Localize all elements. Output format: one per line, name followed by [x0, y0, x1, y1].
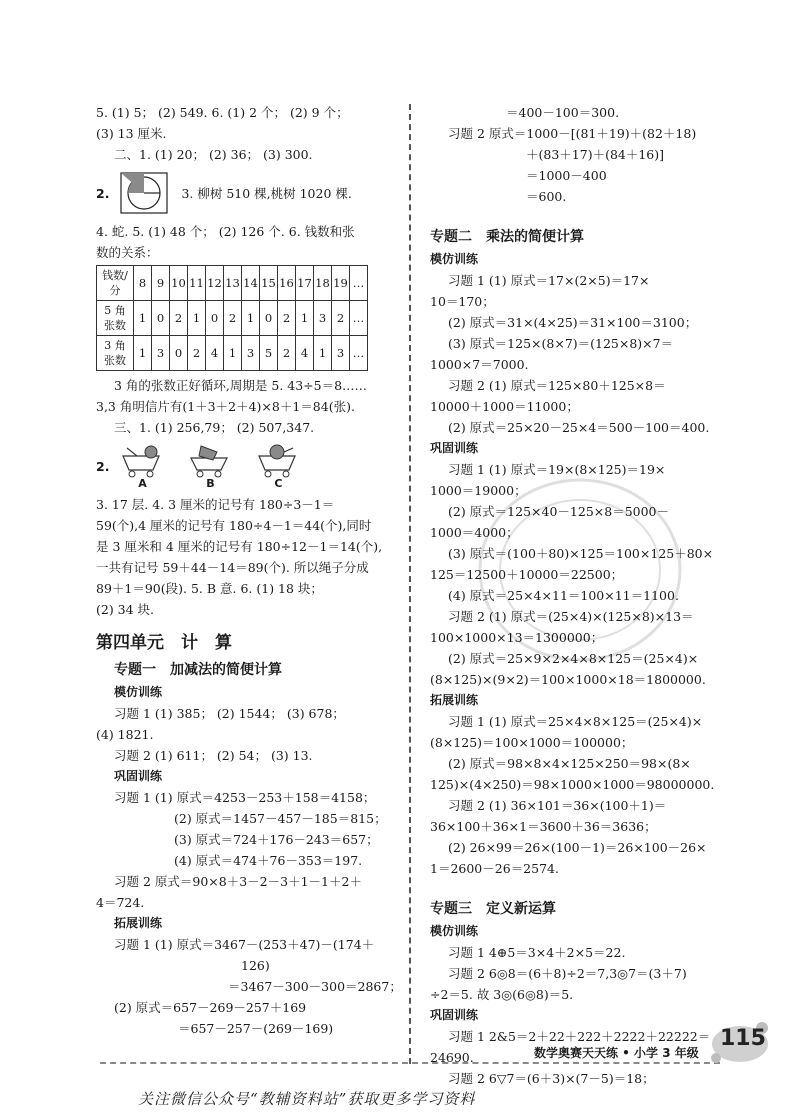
answer-line: 习题 1 (1) 原式＝19×(8×125)＝19× [448, 462, 666, 477]
answer-line: ＋(83＋17)＋(84＋16)] [526, 147, 665, 162]
answer-line: 1000×7＝7000. [430, 357, 529, 372]
answer-line: 126) [241, 958, 270, 973]
answer-line: ＝600. [526, 189, 567, 204]
bird-cart-icon [119, 442, 165, 478]
table-cell: 14 [242, 266, 260, 301]
footer-notice: 关注微信公众号“教辅资料站”获取更多学习资料 [138, 1090, 476, 1108]
table-cell: 4 [296, 336, 314, 371]
answer-line: (2) 原式＝31×(4×25)＝31×100＝3100； [448, 315, 698, 330]
table-cell: 1 [224, 336, 242, 371]
answer-line: 3,3 角明信片有(1＋3＋2＋4)×8＋1＝84(张). [96, 399, 355, 414]
answer-line: 100×1000×13＝1300000； [430, 630, 604, 645]
answer-line: 1＝2600－26＝2574. [430, 861, 559, 876]
table-header-cell: 5 角 张数 [97, 301, 134, 336]
topic-heading: 专题一 加减法的简便计算 [114, 662, 282, 678]
table-cell: 3 [314, 301, 332, 336]
answer-line: (2) 原式＝1457－457－185＝815； [174, 811, 387, 826]
answer-line: (2) 原式＝125×40－125×8＝5000－ [448, 504, 670, 519]
answer-line: (2) 26×99＝26×(100－1)＝26×100－26× [448, 840, 707, 855]
answer-line: 125＝12500＋10000＝22500； [430, 567, 624, 582]
table-row [97, 266, 368, 301]
answer-line: 二、1. (1) 20； (2) 36； (3) 300. [114, 147, 313, 162]
section-heading: 模仿训练 [430, 924, 479, 938]
bird-cart-icon [255, 442, 301, 478]
answer-line: 4＝724. [96, 895, 145, 910]
table-cell: 1 [314, 336, 332, 371]
answer-line: 是 3 厘米和 4 厘米的记号有 180÷12－1＝14(个), [96, 539, 383, 554]
table-cell: 17 [296, 266, 314, 301]
answer-line: (3) 原式＝724＋176－243＝657； [174, 832, 379, 847]
answer-line: 3 角的张数正好循环,周期是 5. 43÷5＝8…… [114, 378, 368, 393]
answer-line: 习题 2 (1) 611； (2) 54； (3) 13. [114, 748, 313, 763]
answer-line: 1000＝4000； [430, 525, 519, 540]
answer-line: (8×125)＝100×1000＝100000； [430, 735, 634, 750]
section-heading: 拓展训练 [114, 916, 163, 930]
section-heading: 巩固训练 [430, 441, 479, 455]
answer-line: 习题 1 (1) 原式＝17×(2×5)＝17× [448, 273, 650, 288]
column-divider [409, 104, 411, 1064]
answer-line: (3) 原式＝125×(8×7)＝(125×8)×7＝ [448, 336, 674, 351]
table-cell: 1 [134, 336, 152, 371]
answer-line: 89＋1＝90(段). 5. B 意. 6. (1) 18 块； [96, 581, 323, 596]
answer-line: 数的关系： [96, 245, 159, 260]
table-cell: 5 [260, 336, 278, 371]
shaded-circle-figure [119, 171, 169, 215]
answer-line: ＝657－257－(269－169) [178, 1021, 334, 1036]
answer-line: 习题 2 6▽7＝(6＋3)×(7－5)＝18； [448, 1071, 655, 1086]
bird-cart-icon [187, 442, 233, 478]
answer-line: 习题 1 2&5＝2＋22＋222＋2222＋22222＝ [448, 1029, 711, 1044]
table-cell: 1 [296, 301, 314, 336]
answer-line: 4. 蛇. 5. (1) 48 个； (2) 126 个. 6. 钱数和张 [96, 224, 355, 239]
table-cell: 4 [206, 336, 224, 371]
table-cell: 11 [188, 266, 206, 301]
answer-line: (2) 原式＝98×8×4×125×250＝98×(8× [448, 756, 691, 771]
table-cell: 12 [206, 266, 224, 301]
table-cell: 2 [224, 301, 242, 336]
table-cell: 2 [278, 336, 296, 371]
answer-line: 10＝170； [430, 294, 495, 309]
answer-line: (3) 13 厘米. [96, 126, 167, 141]
section-heading: 拓展训练 [430, 693, 479, 707]
table-cell: 2 [170, 301, 188, 336]
table-cell: 19 [332, 266, 350, 301]
answer-line: 习题 1 (1) 原式＝3467－(253＋47)－(174＋ [114, 937, 375, 952]
table-cell: 0 [170, 336, 188, 371]
table-cell: 0 [206, 301, 224, 336]
answer-line: 24690. [430, 1050, 474, 1065]
answer-line: 习题 1 (1) 原式＝4253－253＋158＝4158； [114, 790, 376, 805]
table-cell: 10 [170, 266, 188, 301]
table-cell: 18 [314, 266, 332, 301]
answer-line: (2) 原式＝25×20－25×4＝500－100＝400. [448, 420, 710, 435]
answer-line: (2) 原式＝657－269－257＋169 [114, 1000, 307, 1015]
table-cell: 16 [278, 266, 296, 301]
topic-heading: 专题三 定义新运算 [430, 901, 556, 917]
section-heading: 巩固训练 [430, 1008, 479, 1022]
figure-row-pictures [96, 438, 392, 494]
answer-line: ＝1000－400 [526, 168, 607, 183]
table-cell: 8 [134, 266, 152, 301]
answer-line: 习题 2 6◎8＝(6＋8)÷2＝7,3◎7＝(3＋7) [448, 966, 687, 981]
table-cell: 3 [332, 336, 350, 371]
answer-line: 59(个),4 厘米的记号有 180÷4－1＝44(个),同时 [96, 518, 372, 533]
table-cell: … [350, 336, 368, 371]
answer-line: (2) 原式＝25×9×2×4×8×125＝(25×4)× [448, 651, 699, 666]
table-row [97, 301, 368, 336]
table-cell: 1 [242, 301, 260, 336]
answer-line: 习题 2 (1) 36×101＝36×(100＋1)＝ [448, 798, 667, 813]
answer-line: (4) 原式＝474＋76－353＝197. [174, 853, 363, 868]
answer-line: 10000＋1000＝11000； [430, 399, 579, 414]
answer-line: ＝3467－300－300＝2867； [228, 979, 402, 994]
answer-line: 一共有记号 59＋44－14＝89(个). 所以绳子分成 [96, 560, 369, 575]
book-title: 数学奥赛天天练 • 小学 3 年级 [534, 1046, 699, 1060]
answer-line: ＝400－100＝300. [506, 105, 620, 120]
answer-line: 习题 2 (1) 原式＝125×80＋125×8＝ [448, 378, 666, 393]
footer-rule [100, 1062, 720, 1064]
answer-line: 习题 2 原式＝90×8＋3－2－3＋1－1＋2＋ [114, 874, 362, 889]
answer-line: 1000＝19000； [430, 483, 527, 498]
answer-line: 习题 1 (1) 原式＝25×4×8×125＝(25×4)× [448, 714, 703, 729]
table-cell: 0 [152, 301, 170, 336]
table-cell: 3 [242, 336, 260, 371]
section-heading: 模仿训练 [430, 252, 479, 266]
section-heading: 模仿训练 [114, 685, 163, 699]
table-cell: 15 [260, 266, 278, 301]
answer-number: 2. [96, 458, 110, 474]
answer-line: (4) 1821. [96, 727, 154, 742]
watermark-stamp [470, 470, 690, 670]
table-row [97, 336, 368, 371]
answer-line: (2) 34 块. [96, 602, 155, 617]
picture-option-a: A [119, 442, 165, 490]
answer-line: 习题 1 (1) 385； (2) 1544； (3) 678； [114, 706, 345, 721]
table-cell: 1 [134, 301, 152, 336]
section-heading: 巩固训练 [114, 769, 163, 783]
answer-line: 36×100＋36×1＝3600＋36＝3636； [430, 819, 657, 834]
picture-options [119, 442, 301, 490]
answer-line: 5. (1) 5； (2) 549. 6. (1) 2 个； (2) 9 个； [96, 105, 349, 120]
answer-line: (4) 原式＝25×4×11＝100×11＝1100. [448, 588, 679, 603]
left-column [96, 102, 402, 1039]
table-cell: 9 [152, 266, 170, 301]
table-cell: 3 [152, 336, 170, 371]
answer-line: 3. 柳树 510 棵,桃树 1020 棵. [181, 185, 352, 201]
table-header-cell: 3 角 张数 [97, 336, 134, 371]
page-number: 115 [720, 1026, 766, 1051]
answer-line: 3. 17 层. 4. 3 厘米的记号有 180÷3－1＝ [96, 497, 335, 512]
answer-line: 三、1. (1) 256,79； (2) 507,347. [114, 420, 315, 435]
picture-option-c: C [255, 442, 301, 490]
answer-line: 习题 1 4⊕5＝3×4＋2×5＝22. [448, 945, 626, 960]
answer-line: 习题 2 原式＝1000－[(81＋19)＋(82＋18) [448, 126, 697, 141]
coin-table [96, 265, 368, 371]
answer-number: 2. [96, 185, 110, 201]
table-header-cell: 钱数/ 分 [97, 266, 134, 301]
answer-line: (8×125)×(9×2)＝100×1000×18＝1800000. [430, 672, 706, 687]
table-cell: 2 [278, 301, 296, 336]
figure-row-clock [96, 165, 392, 221]
table-cell: 2 [188, 336, 206, 371]
picture-option-b: B [187, 442, 233, 490]
answer-line: ÷2＝5. 故 3◎(6◎8)＝5. [430, 987, 574, 1002]
answer-line: 习题 2 (1) 原式＝(25×4)×(125×8)×13＝ [448, 609, 694, 624]
table-cell: … [350, 301, 368, 336]
answer-line: (3) 原式＝(100＋80)×125＝100×125＋80× [448, 546, 714, 561]
table-cell: 2 [332, 301, 350, 336]
table-cell: … [350, 266, 368, 301]
answer-line: 125)×(4×250)＝98×1000×1000＝98000000. [430, 777, 715, 792]
unit-title: 第四单元 计 算 [96, 633, 232, 653]
table-cell: 1 [188, 301, 206, 336]
table-cell: 0 [260, 301, 278, 336]
table-cell: 13 [224, 266, 242, 301]
topic-heading: 专题二 乘法的简便计算 [430, 229, 584, 245]
